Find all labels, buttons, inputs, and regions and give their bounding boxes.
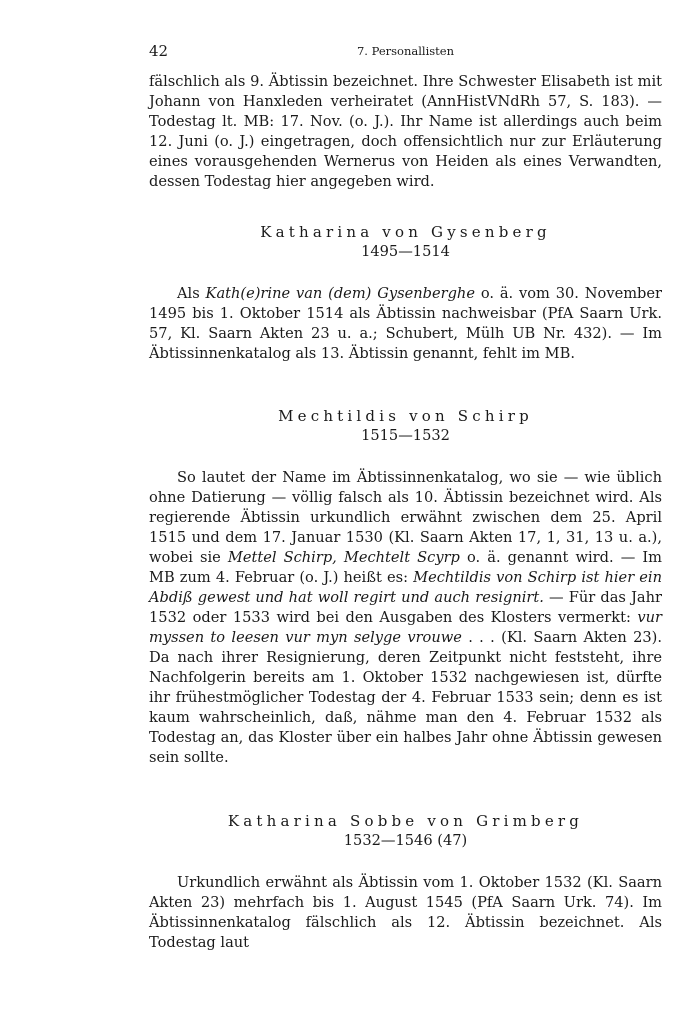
entry-name: Katharina Sobbe von Grimberg [227, 812, 584, 830]
entry-name: Katharina von Gysenberg [260, 223, 551, 241]
entry-heading [149, 222, 662, 262]
running-title: 7. Personallisten [356, 44, 454, 58]
quotation: vur myssen to leesen vur myn selyge vrouwe [149, 609, 662, 646]
entry-paragraph: Als Kath(e)rine van (dem) Gysenberghe o. ä. vom 30. November 1495 bis 1. Oktober 1514 als Äbtissin nachweisbar (PfA Saarn Urk. 57, Kl. Saarn Akten 23 u. a.; Schubert, Mülh UB Nr. 432). — Im Äbtissinnenkatalog als 13. Äbtissin genannt, fehlt im MB. [149, 285, 663, 362]
quotation: Mechtildis von Schirp ist hier ein Abdiß gewest und hat woll regirt und auch resignirt. [149, 569, 662, 606]
entry-paragraph: So lautet der Name im Äbtissinnenkatalog, wo sie — wie üblich ohne Datierung — völlig falsch als 10. Äbtissin bezeichnet wird. Als regierende Äbtissin urkundlich erwähnt zwischen dem 25. April 1515 und dem 17. Januar 1530 (Kl. Saarn Akten 17, 1, 31, 13 u. a.), wobei sie Mettel Schirp, Mechtelt Scyrp o. ä. genannt wird. — Im MB zum 4. Februar (o. J.) heißt es: Mechtildis von Schirp ist hier ein Abdiß gewest und hat woll regirt und auch resignirt. — Für das Jahr 1532 oder 1533 wird bei den Ausgaben des Klosters vermerkt: vur myssen to leesen vur myn selyge vrouwe . . . (Kl. Saarn Akten 23). Da nach ihrer Resignierung, deren Zeitpunkt nicht feststeht, ihre Nachfolgerin bereits am 1. Oktober 1532 nachgewiesen ist, dürfte ihr frühestmöglicher Todestag der 4. Februar 1533 sein; denn es ist kaum wahrscheinlich, daß, nähme man den 4. Februar 1532 als Todestag an, das Kloster über ein halbes Jahr ohne Äbtissin gewesen sein sollte. [149, 469, 662, 766]
entry-dates: 1515—1532 [361, 427, 450, 444]
entry-dates: 1495—1514 [361, 243, 450, 260]
intro-paragraph: fälschlich als 9. Äbtissin bezeichnet. Ihre Schwester Elisabeth ist mit Johann von Hanxleden verheiratet (AnnHistVNdRh 57, S. 183). — Todestag lt. MB: 17. Nov. (o. J.). Ihr Name ist allerdings auch beim 12. Juni (o. J.) eingetragen, doch offensichtlich nur zur Erläuterung eines vorausgehenden Wernerus von Heiden als eines Verwandten, dessen Todestag hier angegeben wird. [149, 73, 662, 190]
page-number: 42 [149, 42, 169, 60]
page-body [149, 72, 662, 953]
entry-heading [149, 811, 662, 851]
quoted-name: Kath(e)rine van (dem) Gysenberghe [205, 285, 475, 302]
entry-dates: 1532—1546 (47) [343, 832, 468, 849]
entry-heading [149, 406, 662, 446]
entry-name: Mechtildis von Schirp [278, 407, 533, 425]
page-header [149, 42, 662, 62]
quoted-name: Mettel Schirp, Mechtelt Scyrp [227, 549, 460, 566]
entry-paragraph: Urkundlich erwähnt als Äbtissin vom 1. Oktober 1532 (Kl. Saarn Akten 23) mehrfach bis 1. August 1545 (PfA Saarn Urk. 74). Im Äbtissinnenkatalog fälschlich als 12. Äbtissin bezeichnet. Als Todestag laut [149, 874, 662, 951]
